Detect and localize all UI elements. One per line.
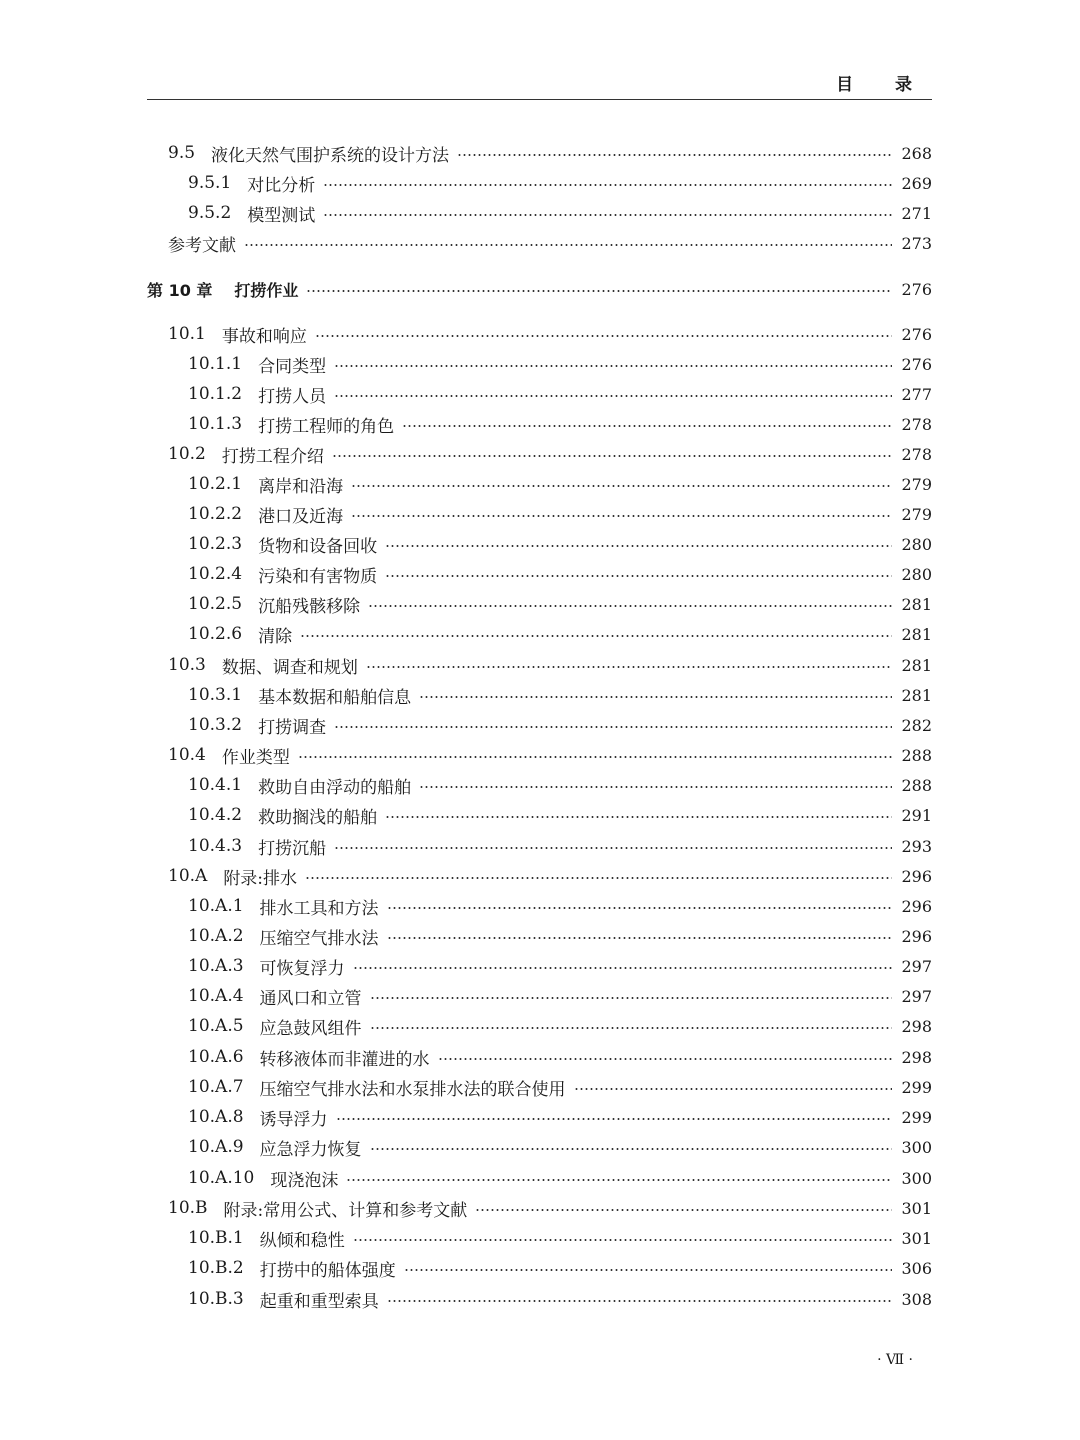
toc-entry[interactable] — [188, 590, 932, 618]
toc-entry-title: 应急浮力恢复 — [259, 1139, 362, 1160]
toc-entry-title: 离岸和沿海 — [258, 476, 344, 497]
toc-leader-dots — [404, 1269, 892, 1271]
toc-entry-page: 281 — [901, 624, 932, 644]
toc-entry[interactable] — [188, 1012, 932, 1040]
toc-entry-number: 10.A.6 — [188, 1047, 244, 1067]
toc-entry-page: 296 — [901, 926, 932, 946]
toc-entry[interactable] — [188, 380, 932, 408]
toc-entry[interactable] — [188, 982, 932, 1010]
toc-entry-page: 273 — [901, 233, 932, 253]
toc-entry-page: 276 — [901, 354, 932, 374]
toc-leader-dots — [385, 816, 892, 818]
toc-entry-page: 298 — [901, 1047, 932, 1067]
page-number: · Ⅶ · — [877, 1352, 913, 1368]
toc-entry-page: 293 — [901, 836, 932, 856]
toc-entry[interactable] — [168, 741, 932, 769]
toc-entry-title: 诱导浮力 — [259, 1109, 328, 1130]
toc-entry[interactable] — [168, 440, 932, 468]
toc-entry-number: 9.5.2 — [188, 203, 232, 223]
toc-entry-number: 10.1.2 — [188, 384, 243, 404]
toc-entry-page: 277 — [901, 384, 932, 404]
toc-entry-number: 10.A.5 — [188, 1016, 244, 1036]
toc-leader-dots — [574, 1088, 892, 1090]
toc-entry-page: 279 — [901, 474, 932, 494]
toc-entry-title: 作业类型 — [221, 747, 290, 768]
toc-entry-title: 打捞沉船 — [258, 838, 327, 859]
toc-entry[interactable] — [188, 350, 932, 378]
toc-entry-title: 附录:常用公式、计算和参考文献 — [223, 1200, 468, 1221]
toc-entry-page: 268 — [901, 143, 932, 163]
toc-leader-dots — [370, 1148, 892, 1150]
toc-leader-dots — [475, 1209, 892, 1211]
toc-entry-page: 299 — [901, 1077, 932, 1097]
toc-leader-dots — [346, 1179, 892, 1181]
toc-entry-title: 救助搁浅的船舶 — [258, 807, 378, 828]
toc-entry-title: 模型测试 — [247, 205, 316, 226]
toc-entry[interactable] — [188, 952, 932, 980]
page-header-title: 目 录 — [836, 75, 930, 95]
toc-entry-page: 282 — [901, 715, 932, 735]
toc-leader-dots — [402, 425, 892, 427]
toc-leader-dots — [244, 244, 892, 246]
toc-entry-number: 10.A.8 — [188, 1107, 244, 1127]
toc-entry-number: 10.1 — [168, 324, 206, 344]
toc-entry-title: 纵倾和稳性 — [259, 1230, 345, 1251]
toc-leader-dots — [334, 726, 892, 728]
toc-leader-dots — [334, 365, 892, 367]
toc-entry-page: 271 — [901, 203, 932, 223]
toc-leader-dots — [368, 605, 892, 607]
toc-entry-title: 对比分析 — [247, 175, 316, 196]
toc-entry-number: 10.A.7 — [188, 1077, 244, 1097]
toc-entry-number: 10.A — [168, 866, 208, 886]
toc-entry[interactable] — [188, 560, 932, 588]
toc-entry-number: 10.3.2 — [188, 715, 243, 735]
toc-entry-number: 10.2.4 — [188, 564, 243, 584]
toc-leader-dots — [323, 184, 892, 186]
toc-entry[interactable] — [188, 832, 932, 860]
toc-entry-title: 附录:排水 — [223, 868, 298, 889]
toc-entry-title: 压缩空气排水法和水泵排水法的联合使用 — [259, 1079, 566, 1100]
toc-leader-dots — [334, 395, 892, 397]
toc-entry-number: 10.2.5 — [188, 594, 243, 614]
toc-entry[interactable] — [188, 1043, 932, 1071]
toc-entry-page: 281 — [901, 685, 932, 705]
toc-entry[interactable] — [188, 1285, 932, 1313]
toc-entry-title: 参考文献 — [168, 235, 236, 256]
toc-entry-title: 打捞工程师的角色 — [258, 416, 395, 437]
toc-entry-title: 基本数据和船舶信息 — [258, 687, 412, 708]
toc-leader-dots — [298, 756, 892, 758]
toc-entry-page: 296 — [901, 866, 932, 886]
toc-entry-title: 排水工具和方法 — [259, 898, 379, 919]
toc-entry-page: 300 — [901, 1168, 932, 1188]
toc-entry-title: 港口及近海 — [258, 506, 344, 527]
toc-leader-dots — [438, 1058, 892, 1060]
toc-leader-dots — [300, 635, 892, 637]
toc-entry-number: 9.5.1 — [188, 173, 232, 193]
toc-leader-dots — [323, 214, 892, 216]
toc-entry-title: 可恢复浮力 — [259, 958, 345, 979]
toc-entry[interactable] — [168, 229, 932, 257]
toc-entry-page: 281 — [901, 655, 932, 675]
toc-entry-number: 9.5 — [168, 143, 196, 163]
toc-entry-number: 10.2.3 — [188, 534, 243, 554]
toc-entry-number: 10.A.1 — [188, 896, 244, 916]
toc-entry[interactable] — [188, 1164, 932, 1192]
toc-entry-page: 301 — [901, 1198, 932, 1218]
header-rule — [147, 99, 932, 100]
toc-leader-dots — [351, 485, 892, 487]
toc-leader-dots — [366, 666, 892, 668]
toc-chapter-entry[interactable] — [147, 275, 932, 303]
toc-entry-number: 10.3.1 — [188, 685, 243, 705]
toc-leader-dots — [336, 1118, 892, 1120]
toc-entry-number: 10.A.3 — [188, 956, 244, 976]
toc-entry-number: 10.B.2 — [188, 1258, 244, 1278]
toc-entry-page: 301 — [901, 1228, 932, 1248]
toc-entry[interactable] — [168, 139, 932, 167]
toc-entry-page: 280 — [901, 534, 932, 554]
toc-entry-page: 288 — [901, 745, 932, 765]
toc-entry[interactable] — [188, 1103, 932, 1131]
toc-entry-title: 液化天然气围护系统的设计方法 — [211, 145, 450, 166]
toc-entry-number: 10.1.1 — [188, 354, 243, 374]
toc-entry[interactable] — [168, 651, 932, 679]
toc-entry-number: 10.B.3 — [188, 1289, 244, 1309]
toc-entry[interactable] — [188, 681, 932, 709]
toc-entry-page: 297 — [901, 986, 932, 1006]
toc-leader-dots — [385, 575, 892, 577]
toc-chapter-number: 第 10 章 — [147, 280, 213, 300]
toc-entry-page: 280 — [901, 564, 932, 584]
toc-entry-title: 转移液体而非灌进的水 — [259, 1049, 430, 1070]
toc-entry[interactable] — [188, 470, 932, 498]
toc-entry-number: 10.1.3 — [188, 414, 243, 434]
toc-entry-title: 起重和重型索具 — [259, 1291, 379, 1312]
toc-leader-dots — [334, 847, 892, 849]
toc-entry[interactable] — [168, 320, 932, 348]
toc-entry-title: 压缩空气排水法 — [259, 928, 379, 949]
toc-entry-page: 298 — [901, 1016, 932, 1036]
toc-leader-dots — [305, 877, 892, 879]
toc-entry-page: 288 — [901, 775, 932, 795]
toc-entry-page: 281 — [901, 594, 932, 614]
toc-entry[interactable] — [188, 1133, 932, 1161]
toc-entry-title: 合同类型 — [258, 356, 327, 377]
toc-leader-dots — [353, 1239, 892, 1241]
toc-entry-number: 10.2 — [168, 444, 206, 464]
toc-leader-dots — [419, 696, 892, 698]
toc-entry-number: 10.4 — [168, 745, 206, 765]
toc-entry-page: 300 — [901, 1137, 932, 1157]
toc-entry-title: 打捞中的船体强度 — [259, 1260, 396, 1281]
toc-entry[interactable] — [188, 169, 932, 197]
toc-entry-number: 10.2.6 — [188, 624, 243, 644]
toc-leader-dots — [387, 907, 892, 909]
toc-entry[interactable] — [188, 1073, 932, 1101]
toc-leader-dots — [387, 1300, 892, 1302]
toc-entry-page: 279 — [901, 504, 932, 524]
toc-entry-title: 现浇泡沫 — [270, 1170, 339, 1191]
toc-entry-title: 污染和有害物质 — [258, 566, 378, 587]
toc-entry[interactable] — [188, 711, 932, 739]
toc-entry-page: 296 — [901, 896, 932, 916]
toc-entry[interactable] — [168, 1194, 932, 1222]
toc-entry[interactable] — [188, 199, 932, 227]
toc-leader-dots — [332, 455, 892, 457]
toc-entry-title: 通风口和立管 — [259, 988, 362, 1009]
toc-entry[interactable] — [188, 771, 932, 799]
toc-entry[interactable] — [168, 862, 932, 890]
toc-entry-number: 10.A.2 — [188, 926, 244, 946]
toc-entry-page: 276 — [901, 279, 932, 299]
toc-entry[interactable] — [188, 892, 932, 920]
toc-entry-title: 沉船残骸移除 — [258, 596, 361, 617]
toc-leader-dots — [315, 335, 892, 337]
toc-entry-number: 10.A.10 — [188, 1168, 255, 1188]
toc-leader-dots — [385, 545, 892, 547]
toc-entry-page: 276 — [901, 324, 932, 344]
toc-entry-title: 清除 — [258, 626, 293, 647]
toc-entry[interactable] — [188, 801, 932, 829]
toc-entry-title: 应急鼓风组件 — [259, 1018, 362, 1039]
toc-entry-page: 278 — [901, 444, 932, 464]
toc-entry[interactable] — [188, 530, 932, 558]
toc-entry-page: 269 — [901, 173, 932, 193]
toc-entry-title: 货物和设备回收 — [258, 536, 378, 557]
toc-entry-page: 308 — [901, 1289, 932, 1309]
toc-entry-page: 297 — [901, 956, 932, 976]
toc-entry-page: 278 — [901, 414, 932, 434]
toc-entry-number: 10.4.2 — [188, 805, 243, 825]
toc-entry-number: 10.3 — [168, 655, 206, 675]
toc-entry-title: 救助自由浮动的船舶 — [258, 777, 412, 798]
toc-entry-title: 打捞工程介绍 — [221, 446, 324, 467]
toc-entry-number: 10.A.4 — [188, 986, 244, 1006]
toc-entry-number: 10.B — [168, 1198, 208, 1218]
toc-leader-dots — [370, 997, 892, 999]
toc-leader-dots — [306, 290, 892, 292]
toc-entry[interactable] — [188, 1254, 932, 1282]
toc-entry-number: 10.2.1 — [188, 474, 243, 494]
toc-entry-page: 306 — [901, 1258, 932, 1278]
toc-entry-number: 10.4.3 — [188, 836, 243, 856]
toc-entry-title: 数据、调查和规划 — [221, 657, 358, 678]
toc-entry-number: 10.2.2 — [188, 504, 243, 524]
toc-entry-number: 10.4.1 — [188, 775, 243, 795]
toc-leader-dots — [457, 154, 892, 156]
toc-chapter-title: 打捞作业 — [234, 280, 299, 300]
toc-entry-title: 打捞调查 — [258, 717, 327, 738]
toc-entry-title: 打捞人员 — [258, 386, 327, 407]
toc-leader-dots — [351, 515, 892, 517]
toc-leader-dots — [353, 967, 892, 969]
toc-leader-dots — [370, 1027, 892, 1029]
toc-entry-number: 10.A.9 — [188, 1137, 244, 1157]
toc-leader-dots — [419, 786, 892, 788]
toc-entry[interactable] — [188, 500, 932, 528]
toc-entry[interactable] — [188, 410, 932, 438]
toc-leader-dots — [387, 937, 892, 939]
toc-entry[interactable] — [188, 1224, 932, 1252]
toc-entry-page: 291 — [901, 805, 932, 825]
toc-entry-title: 事故和响应 — [221, 326, 307, 347]
toc-entry-number: 10.B.1 — [188, 1228, 244, 1248]
toc-entry[interactable] — [188, 620, 932, 648]
toc-entry-page: 299 — [901, 1107, 932, 1127]
toc-entry[interactable] — [188, 922, 932, 950]
